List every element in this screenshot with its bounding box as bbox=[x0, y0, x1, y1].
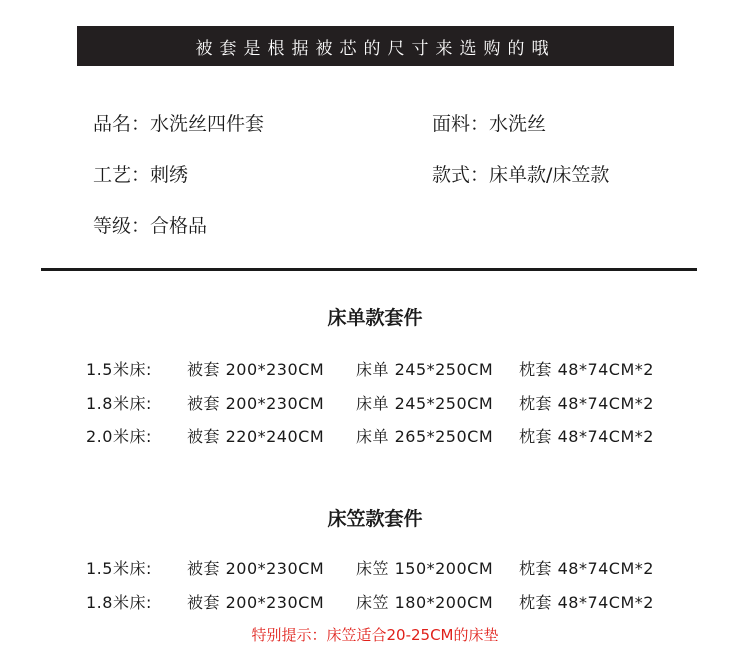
spec-style: 款式：床单款/床笠款 bbox=[432, 164, 610, 186]
pillowcase-size: 枕套 48*74CM*2 bbox=[519, 394, 654, 413]
sheet-set-title: 床单款套件 bbox=[327, 307, 423, 329]
duvet-cover-size: 被套 220*240CM bbox=[187, 427, 325, 446]
bed-size: 1.8米床: bbox=[86, 593, 152, 612]
table-row bbox=[0, 556, 750, 582]
spec-craft: 工艺：刺绣 bbox=[93, 164, 189, 186]
special-note: 特别提示：床笠适合20-25CM的床垫 bbox=[251, 626, 499, 644]
table-row bbox=[0, 357, 750, 383]
fitted-sheet-size: 床笠 150*200CM bbox=[356, 559, 494, 578]
table-row bbox=[0, 424, 750, 450]
bed-size: 1.8米床: bbox=[86, 394, 152, 413]
pillowcase-size: 枕套 48*74CM*2 bbox=[519, 427, 654, 446]
spec-fabric: 面料：水洗丝 bbox=[432, 113, 547, 135]
banner-text: 被套是根据被芯的尺寸来选购的哦 bbox=[195, 38, 556, 59]
bed-size: 1.5米床: bbox=[86, 559, 152, 578]
bed-sheet-size: 床单 245*250CM bbox=[356, 360, 494, 379]
bed-sheet-size: 床单 265*250CM bbox=[356, 427, 494, 446]
bed-size: 2.0米床: bbox=[86, 427, 152, 446]
duvet-cover-size: 被套 200*230CM bbox=[187, 394, 325, 413]
fitted-sheet-size: 床笠 180*200CM bbox=[356, 593, 494, 612]
table-row bbox=[0, 391, 750, 417]
duvet-cover-size: 被套 200*230CM bbox=[187, 559, 325, 578]
duvet-cover-size: 被套 200*230CM bbox=[187, 360, 325, 379]
pillowcase-size: 枕套 48*74CM*2 bbox=[519, 559, 654, 578]
spec-product-name: 品名：水洗丝四件套 bbox=[93, 113, 265, 135]
pillowcase-size: 枕套 48*74CM*2 bbox=[519, 360, 654, 379]
duvet-cover-size: 被套 200*230CM bbox=[187, 593, 325, 612]
section-divider bbox=[41, 268, 697, 271]
table-row bbox=[0, 590, 750, 616]
bed-size: 1.5米床: bbox=[86, 360, 152, 379]
size-tip-banner bbox=[77, 26, 674, 66]
pillowcase-size: 枕套 48*74CM*2 bbox=[519, 593, 654, 612]
fitted-set-title: 床笠款套件 bbox=[327, 508, 423, 530]
spec-grade: 等级：合格品 bbox=[93, 215, 208, 237]
bed-sheet-size: 床单 245*250CM bbox=[356, 394, 494, 413]
